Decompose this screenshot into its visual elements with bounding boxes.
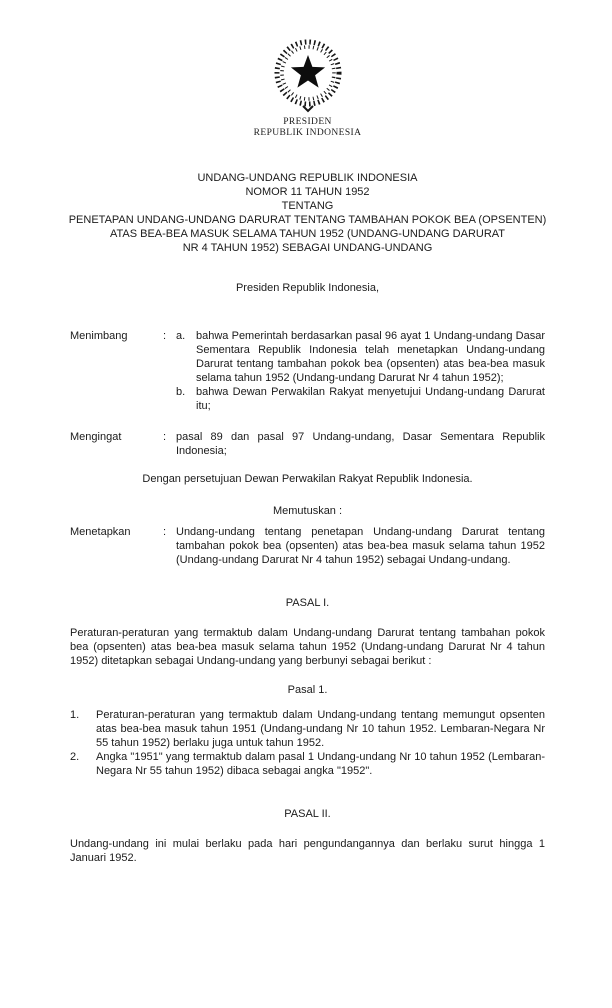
agreement-line: Dengan persetujuan Dewan Perwakilan Rakyat Republik Indonesia. bbox=[142, 473, 473, 485]
clause-colon: : bbox=[163, 330, 167, 342]
list-item-marker: 2. bbox=[70, 751, 80, 763]
list-item bbox=[176, 385, 545, 413]
clause-colon: : bbox=[163, 526, 167, 538]
article-subheading-pasal-1: Pasal 1. bbox=[287, 684, 328, 696]
title-line-3: TENTANG bbox=[281, 200, 334, 212]
list-item-text: bahwa Dewan Perwakilan Rakyat menyetujui Undang-undang Darurat itu; bbox=[196, 386, 545, 412]
article-paragraph: Peraturan-peraturan yang termaktub dalam Undang-undang Darurat tentang tambahan pokok bea (opsenten) atas bea-bea masuk selama tahun 1952 (Undang-undang Darurat Nr 4 tahun 1952) ditetapkan sebagai Undang-undang yang berbunyi sebagai berikut : bbox=[70, 627, 545, 667]
salutation: Presiden Republik Indonesia, bbox=[235, 282, 380, 294]
title-line-5: ATAS BEA-BEA MASUK SELAMA TAHUN 1952 (UNDANG-UNDANG DARURAT bbox=[109, 228, 506, 240]
clause-label: Menetapkan bbox=[70, 526, 131, 538]
article-heading-pasal-2: PASAL II. bbox=[284, 808, 331, 820]
letterhead bbox=[70, 36, 545, 139]
list-item bbox=[70, 708, 545, 750]
title-line-4: PENETAPAN UNDANG-UNDANG DARURAT TENTANG TAMBAHAN POKOK BEA (OPSENTEN) bbox=[68, 214, 547, 226]
numbered-list bbox=[70, 708, 545, 778]
clause-mengingat bbox=[70, 430, 545, 458]
article-paragraph: Undang-undang ini mulai berlaku pada hari pengundangannya dan berlaku surut hingga 1 Januari 1952. bbox=[70, 838, 545, 864]
title-line-1: UNDANG-UNDANG REPUBLIK INDONESIA bbox=[197, 172, 418, 184]
list-item bbox=[176, 329, 545, 385]
letterhead-republik-indonesia: REPUBLIK INDONESIA bbox=[253, 128, 362, 138]
memutuskan-heading: Memutuskan : bbox=[272, 505, 343, 517]
clause-menimbang bbox=[70, 329, 545, 413]
list-item-marker: 1. bbox=[70, 709, 80, 721]
list-item-text: Angka "1951" yang termaktub dalam pasal 1 Undang-undang Nr 10 tahun 1952 (Lembaran-Negara Nr 55 tahun 1952) dibaca sebagai angka "1952". bbox=[96, 751, 545, 777]
clause-label: Menimbang bbox=[70, 330, 128, 342]
list-item-marker: b. bbox=[176, 386, 186, 398]
clause-body: Undang-undang tentang penetapan Undang-undang Darurat tentang tambahan pokok bea (opsenten) atas bea-bea masuk selama tahun 1952 (Undang-undang Darurat Nr 4 tahun 1952) sebagai Undang-undang. bbox=[176, 526, 545, 566]
list-item bbox=[70, 750, 545, 778]
letterhead-presiden: PRESIDEN bbox=[283, 117, 332, 127]
list-item-marker: a. bbox=[176, 330, 186, 342]
title-line-2: NOMOR 11 TAHUN 1952 bbox=[245, 186, 370, 198]
title-line-6: NR 4 TAHUN 1952) SEBAGAI UNDANG-UNDANG bbox=[182, 242, 433, 254]
clause-label: Mengingat bbox=[70, 431, 122, 443]
list-item-text: Peraturan-peraturan yang termaktub dalam Undang-undang tentang memungut opsenten atas bea-bea masuk tahun 1951 (Undang-undang Nr 10 tahun 1952. Lembaran-Negara Nr 55 tahun 1952) berlaku juga untuk tahun 1952. bbox=[96, 709, 545, 749]
law-title-block bbox=[20, 171, 595, 255]
clause-colon: : bbox=[163, 431, 167, 443]
article-heading-pasal-1: PASAL I. bbox=[285, 597, 330, 609]
clause-body bbox=[176, 329, 545, 413]
presidential-star-wreath-emblem bbox=[266, 36, 350, 114]
list-item-text: bahwa Pemerintah berdasarkan pasal 96 ayat 1 Undang-undang Dasar Sementara Republik Indonesia telah menetapkan Undang-undang Darurat tentang tambahan pokok bea (opsenten) atas bea-bea masuk selama tahun 1952 (Undang-undang Darurat Nr 4 tahun 1952); bbox=[196, 330, 545, 384]
clause-menetapkan bbox=[70, 525, 545, 567]
clause-body: pasal 89 dan pasal 97 Undang-undang, Dasar Sementara Republik Indonesia; bbox=[176, 431, 545, 457]
